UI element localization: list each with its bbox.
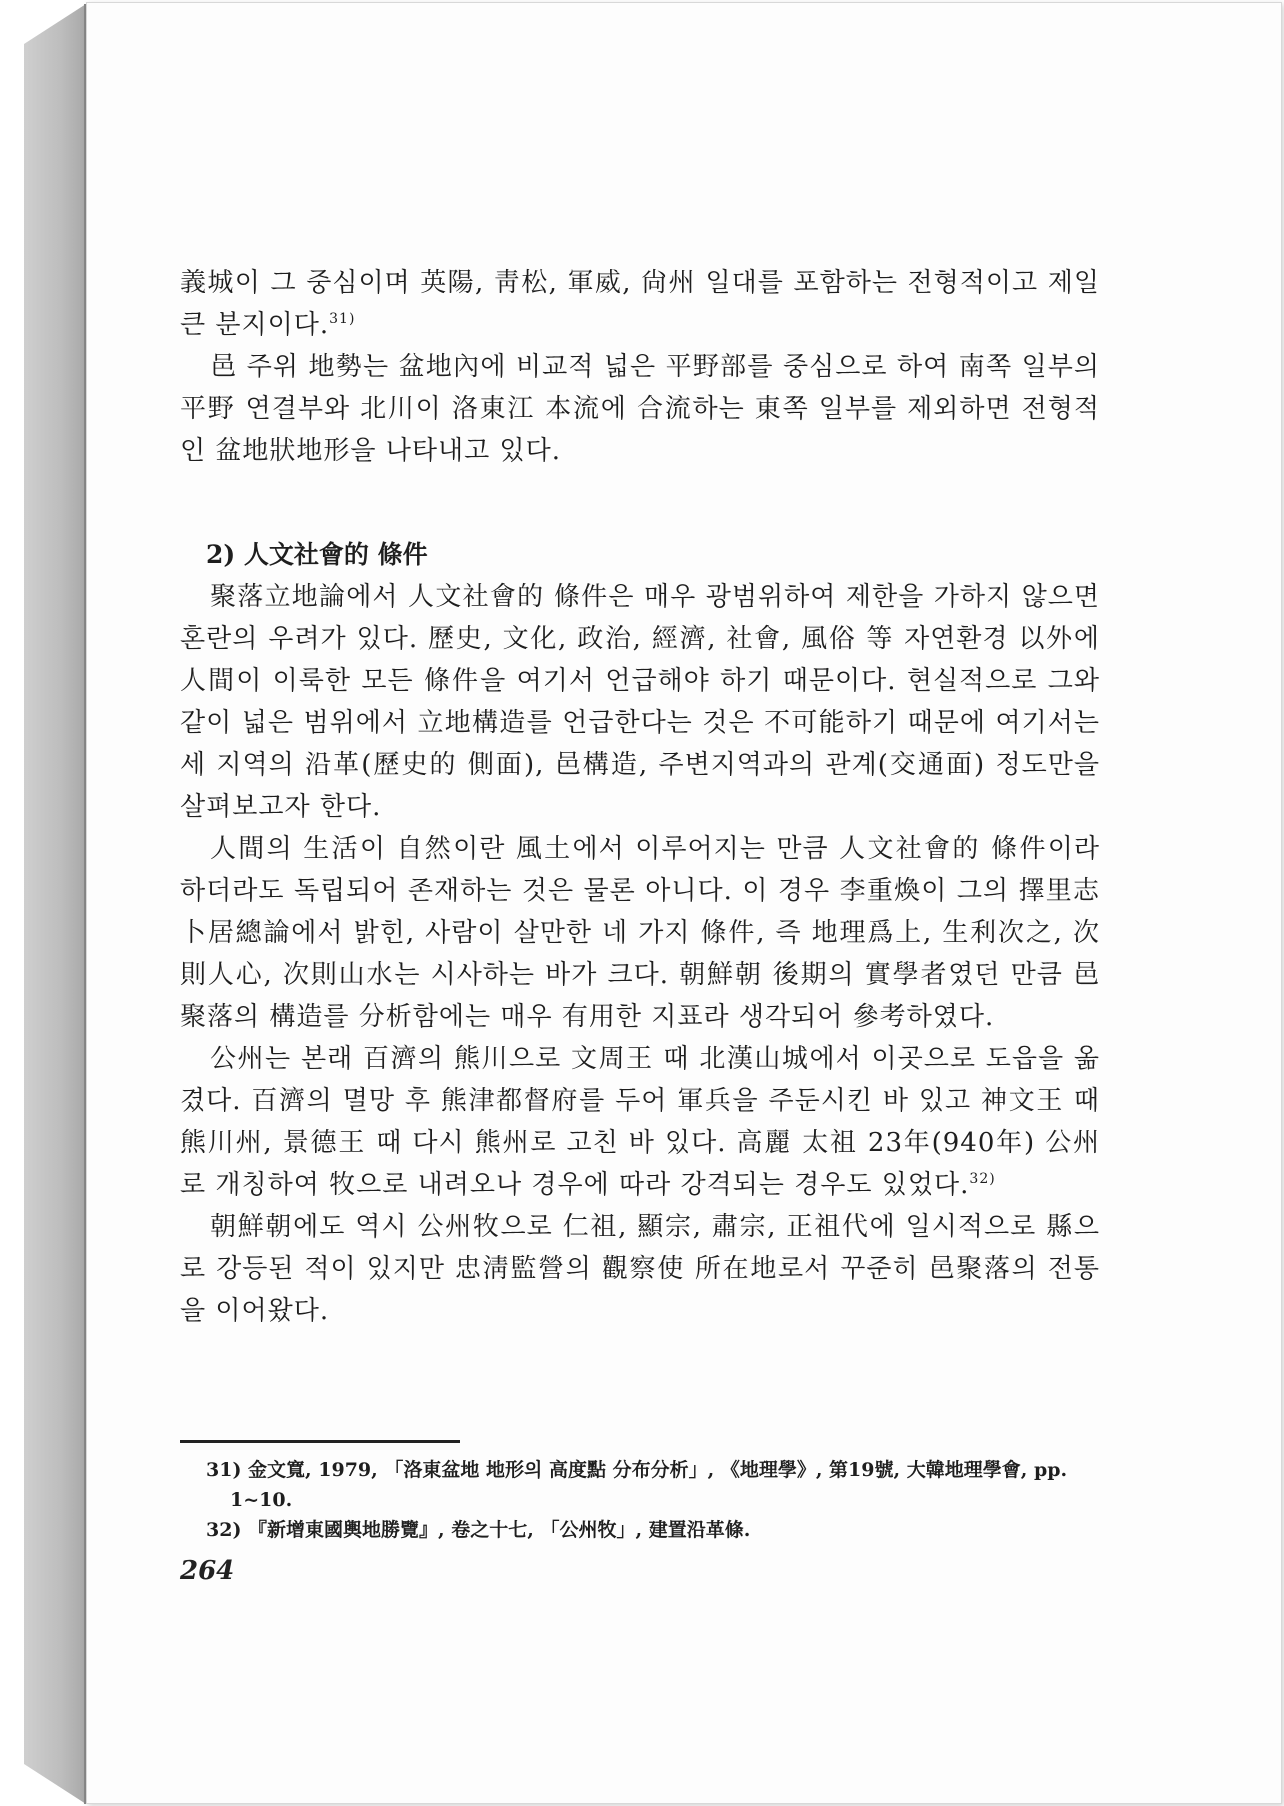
paragraph: 聚落立地論에서 人文社會的 條件은 매우 광범위하여 제한을 가하지 않으면 혼란의 우려가 있다. 歷史, 文化, 政治, 經濟, 社會, 風俗 等 자연환경 以外에 人間이 이룩한 모든 條件을 여기서 언급해야 하기 때문이다. 현실적으로 그와 같이 넓은 범위에서 立地構造를 언급한다는 것은 不可能하기 때문에 여기서는 세 지역의 沿革(歷史的 側面), 邑構造, 주변지역과의 관계(交通面) 정도만을 살펴보고자 한다.: [180, 582, 1100, 822]
footnote-ref: 31): [329, 311, 356, 327]
footnote-rule: [180, 1440, 460, 1443]
paragraph: 公州는 본래 百濟의 熊川으로 文周王 때 北漢山城에서 이곳으로 도읍을 옮겼다. 百濟의 멸망 후 熊津都督府를 두어 軍兵을 주둔시킨 바 있고 神文王 때 熊川州, 景德王 때 다시 熊州로 고친 바 있다. 高麗 太祖 23年(940年) 公州로 개칭하여 牧으로 내려오나 경우에 따라 강격되는 경우도 있었다.$^{32)}$: [180, 1044, 1100, 1200]
page-number: 264: [180, 1556, 235, 1586]
footnote-ref: 32): [969, 1171, 996, 1187]
section-heading: 2) 人文社會的 條件: [206, 540, 428, 569]
paragraph: 義城이 그 중심이며 英陽, 靑松, 軍威, 尙州 일대를 포함하는 전형적이고 제일 큰 분지이다.$^{31)}$: [180, 268, 1100, 340]
paragraph: 邑 주위 地勢는 盆地內에 비교적 넓은 平野部를 중심으로 하여 南쪽 일부의 平野 연결부와 北川이 洛東江 本流에 合流하는 東쪽 일부를 제외하면 전형적인 盆地狀地形을 나타내고 있다.: [180, 352, 1100, 466]
page-body: [180, 262, 1100, 1332]
paragraph: 朝鮮朝에도 역시 公州牧으로 仁祖, 顯宗, 肅宗, 正祖代에 일시적으로 縣으로 강등된 적이 있지만 忠淸監營의 觀察使 所在地로서 꾸준히 邑聚落의 전통을 이어왔다.: [180, 1212, 1100, 1326]
footnote: 32) 『新增東國輿地勝覽』, 卷之十七, 「公州牧」, 建置沿革條.: [206, 1519, 751, 1541]
footnote: 31) 金文寬, 1979, 「洛東盆地 地形의 高度點 分布分析」, 《地理學》, 第19號, 大韓地理學會, pp. 1~10.: [206, 1459, 1068, 1511]
book-spine: [24, 4, 86, 1804]
footnotes: [180, 1440, 1100, 1545]
paragraph: 人間의 生活이 自然이란 風土에서 이루어지는 만큼 人文社會的 條件이라 하더라도 독립되어 존재하는 것은 물론 아니다. 이 경우 李重煥이 그의 擇里志 卜居總論에서 밝힌, 사람이 살만한 네 가지 條件, 즉 地理爲上, 生利次之, 次則人心, 次則山水는 시사하는 바가 크다. 朝鮮朝 後期의 實學者였던 만큼 邑聚落의 構造를 分析함에는 매우 有用한 지표라 생각되어 參考하였다.: [180, 834, 1100, 1032]
